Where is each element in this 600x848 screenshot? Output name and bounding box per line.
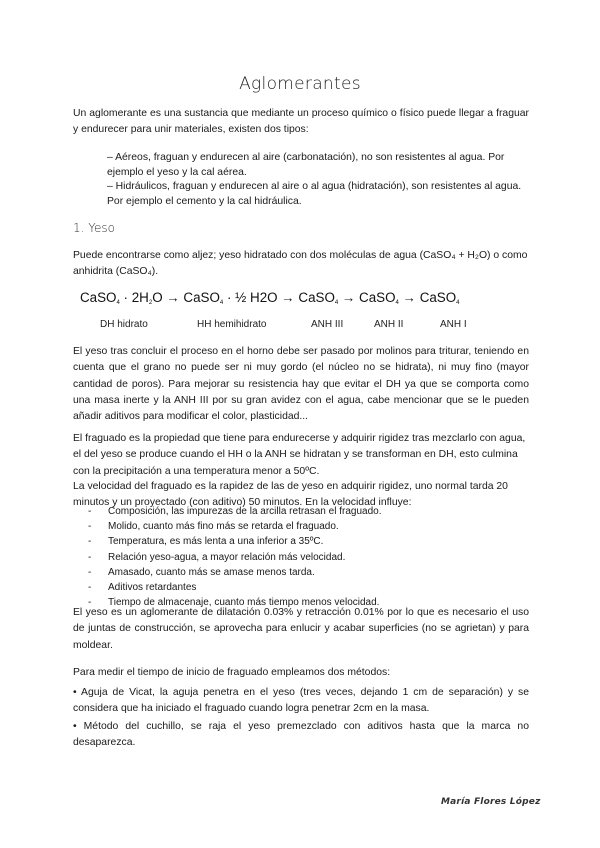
- intro-paragraph: Un aglomerante es una sustancia que mediante un proceso químico o físico puede llegar a fraguar y endurecer para unir materiales, existen dos tipos:: [73, 108, 529, 136]
- factors-list: [88, 504, 528, 610]
- formula-subscript: 4: [456, 300, 460, 306]
- label-anh-ii: ANH II: [374, 319, 404, 330]
- list-item: - Relación yeso-agua, a mayor relación más velocidad.: [88, 551, 346, 563]
- yeso-para-5: El yeso es un aglomerante de dilatación 0.03% y retracción 0.01% por lo que es necesario el uso de juntas de construcción, se aprovecha para enlucir y acabar superficies (no se agrietan) y para moldear.: [73, 607, 529, 651]
- formula-part: · 2H: [119, 290, 149, 305]
- chemical-formula: [80, 290, 460, 306]
- method-cuchillo: • Método del cuchillo, se raja el yeso premezclado con aditivos hasta que la marca no desaparezca.: [73, 721, 529, 749]
- section-heading-yeso: 1. Yeso: [73, 221, 115, 235]
- formula-part: · ½ H2O → CaSO: [223, 290, 335, 305]
- formula-part: → CaSO: [338, 290, 396, 305]
- list-item: - Amasado, cuanto más se amase menos tarda.: [88, 566, 315, 578]
- formula-part: CaSO: [80, 290, 117, 305]
- formula-part: → CaSO: [398, 290, 457, 305]
- formula-subscript: 4: [334, 300, 339, 306]
- yeso-para-6: Para medir el tiempo de inicio de fraguado empleamos dos métodos:: [73, 667, 391, 678]
- yeso-para-2: El yeso tras concluir el proceso en el horno debe ser pasado por molinos para triturar, teniendo en cuenta que el grano no puede ser ni muy gordo (el núcleo no se hidrata), ni muy fino (mayor cantidad de poros). Para mejorar su resistencia hay que evitar el DH ya que se comporta como una masa inerte y la ANH III por su gran avidez con el agua, cabe mencionar que se le pueden añadir aditivos para modificar el color, plasticidad...: [73, 346, 529, 423]
- label-dh: DH hidrato: [100, 319, 148, 330]
- page-title: Aglomerantes: [239, 74, 361, 94]
- formula-subscript: 2: [148, 300, 153, 306]
- formula-part: O → CaSO: [152, 290, 220, 305]
- list-item: - Composición, las impurezas de la arcilla retrasan el fraguado.: [88, 506, 382, 517]
- yeso-para-4: La velocidad del fraguado es la rapidez de las de yeso en adquirir rigidez, uno normal tarda 20 minutos y un proyectado (con aditivo) 50 minutos. En la velocidad influye:: [73, 481, 508, 509]
- method-vicat: • Aguja de Vicat, la aguja penetra en el yeso (tres veces, dejando 1 cm de separación) y se considera que ha iniciado el fraguado cuando logra penetrar 2cm en la masa.: [73, 687, 529, 715]
- formula-subscript: 4: [116, 300, 120, 306]
- label-anh-i: ANH I: [440, 319, 467, 330]
- list-item: - Temperatura, es más lenta a una inferior a 35ºC.: [88, 536, 324, 548]
- author-signature: María Flores López: [441, 797, 541, 807]
- list-item: - Aditivos retardantes: [88, 582, 197, 594]
- yeso-para-1: Puede encontrarse como aljez; yeso hidratado con dos moléculas de agua (CaSO₄ + H₂O) o como anhidrita (CaSO₄).: [73, 250, 528, 278]
- label-hh: HH hemihidrato: [197, 319, 267, 330]
- yeso-para-3: El fraguado es la propiedad que tiene para endurecerse y adquirir rigidez tras mezclarlo con agua, el del yeso se produce cuando el HH o la ANH se hidratan y se transforman en DH, esto culmina con la precipitación a una temperatura menor a 50ºC.: [73, 433, 526, 477]
- label-anh-iii: ANH III: [311, 319, 344, 330]
- list-item: - Molido, cuanto más fino más se retarda el fraguado.: [88, 521, 339, 533]
- formula-subscript: 4: [219, 300, 224, 306]
- list-item: - Tiempo de almacenaje, cuanto más tiempo menos velocidad.: [88, 597, 380, 609]
- type-hidraulicos: – Hidráulicos, fraguan y endurecen al aire o al agua (hidratación), son resistentes al agua. Por ejemplo el cemento y la cal hidráulica.: [107, 181, 522, 208]
- type-aereos: – Aéreos, fraguan y endurecen al aire (carbonatación), no son resistentes al agua. Por ejemplo el yeso y la cal aérea.: [107, 152, 505, 179]
- formula-subscript: 4: [395, 300, 399, 306]
